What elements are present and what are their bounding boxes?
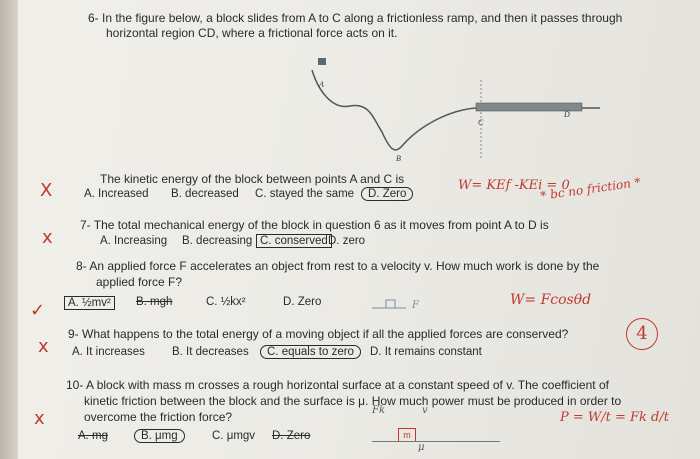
q6-wrong-mark: X — [40, 180, 53, 201]
q10-option-d[interactable]: D. Zero — [272, 430, 311, 442]
q7-wrong-mark: x — [42, 227, 53, 248]
q6-prompt: The kinetic energy of the block between points A and C is — [100, 172, 405, 186]
block-icon — [318, 58, 326, 65]
q7-line1: 7- The total mechanical energy of the block in question 6 as it moves from point A to D is — [80, 218, 549, 232]
q7-option-d[interactable]: D. zero — [328, 235, 366, 247]
q10-wrong-mark: x — [34, 408, 45, 429]
q6-note-friction: * bc no friction * — [539, 175, 642, 203]
q8-line1: 8- An applied force F accelerates an object from rest to a velocity v. How much work is done by the — [76, 259, 600, 273]
q8-option-c[interactable]: C. ½kx² — [206, 296, 246, 308]
q8-option-d[interactable]: D. Zero — [283, 296, 322, 308]
force-arrow-sketch — [372, 298, 412, 312]
q9-option-b[interactable]: B. It decreases — [172, 346, 249, 358]
fig-label-c: C — [478, 118, 484, 127]
q8-option-b[interactable]: B. mgh — [136, 296, 173, 308]
q10-surface-line — [372, 441, 500, 442]
fig-label-a: A — [319, 80, 324, 89]
q7-option-c-selected[interactable]: C. conserved — [256, 234, 332, 248]
q10-line2: kinetic friction between the block and the surface is μ. How much power must be produced in order to — [84, 394, 622, 408]
q10-option-a[interactable]: A. mg — [78, 430, 109, 442]
q8-option-a-selected[interactable]: A. ½mv² — [64, 296, 115, 310]
q10-note-power: P = W/t = Fk d/t — [560, 410, 669, 425]
score-circle: 4 — [626, 318, 658, 350]
q7-option-a[interactable]: A. Increasing — [100, 235, 168, 247]
q9-line1: 9- What happens to the total energy of a moving object if all the applied forces are conserved? — [68, 327, 569, 341]
page-shadow — [0, 0, 18, 459]
q10-line3: overcome the friction force? — [84, 410, 233, 424]
q9-wrong-mark: x — [38, 336, 49, 357]
q6-option-a[interactable]: A. Increased — [84, 188, 149, 200]
q6-option-c[interactable]: C. stayed the same — [255, 188, 355, 200]
q10-option-b-selected[interactable]: B. μmg — [134, 429, 185, 443]
q6-line2: horizontal region CD, where a frictional force acts on it. — [106, 26, 398, 40]
fig-label-d: D — [564, 110, 570, 119]
q8-note-force: F — [412, 300, 419, 311]
q9-option-a[interactable]: A. It increases — [72, 346, 145, 358]
q6-option-d-selected[interactable]: D. Zero — [361, 187, 413, 201]
fig-label-b: B — [396, 154, 401, 163]
q6-note-work: W= KEf -KEi = 0 — [458, 178, 570, 193]
q8-line2: applied force F? — [96, 275, 183, 289]
q10-note-mu: μ — [418, 442, 425, 453]
q7-option-b[interactable]: B. decreasing — [182, 235, 253, 247]
q6-line1: 6- In the figure below, a block slides from A to C along a frictionless ramp, and then it passes through — [88, 11, 623, 25]
q10-note-mass-box: m — [398, 428, 416, 442]
ramp-figure — [270, 50, 600, 170]
q8-note-work: W= Fcosθd — [510, 292, 592, 308]
q8-correct-mark: ✓ — [30, 300, 46, 321]
q10-option-c[interactable]: C. μmgv — [212, 430, 256, 442]
q10-note-fk: Fk — [372, 405, 385, 416]
q6-option-b[interactable]: B. decreased — [171, 188, 239, 200]
q10-line1: 10- A block with mass m crosses a rough horizontal surface at a constant speed of v. The coefficient of — [66, 378, 609, 392]
q9-option-c-selected[interactable]: C. equals to zero — [260, 345, 361, 359]
q9-option-d[interactable]: D. It remains constant — [370, 346, 482, 358]
q10-note-v: v — [422, 405, 428, 416]
